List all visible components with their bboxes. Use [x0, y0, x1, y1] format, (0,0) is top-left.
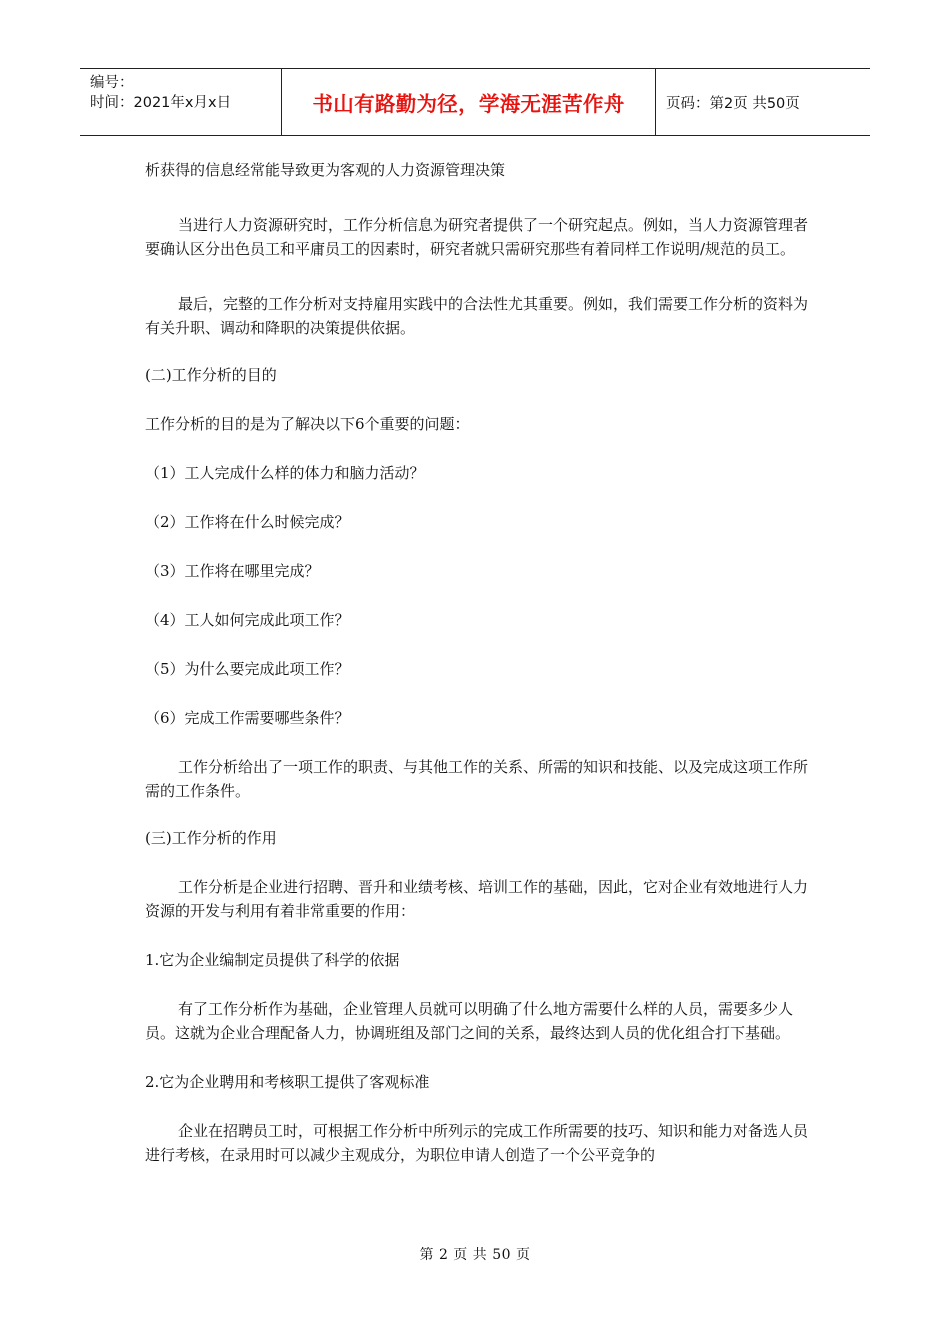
paragraph: 工作分析的目的是为了解决以下6个重要的问题： — [145, 415, 470, 433]
paragraph: 析获得的信息经常能导致更为客观的人力资源管理决策 — [145, 161, 506, 179]
page-footer — [0, 1244, 950, 1264]
document-body — [145, 158, 811, 1167]
paragraph: 工作分析是企业进行招聘、晋升和业绩考核、培训工作的基础，因此，它对企业有效地进行人力资源的开发与利用有着非常重要的作用： — [145, 878, 809, 920]
list-item: （2）工作将在什么时候完成？ — [145, 513, 350, 531]
page-info-text: 页码：第2页 共50页 — [666, 95, 800, 112]
list-item: （3）工作将在哪里完成？ — [145, 562, 320, 580]
list-item: （4）工人如何完成此项工作？ — [145, 611, 350, 629]
motto-text: 书山有路勤为径，学海无涯苦作舟 — [312, 92, 625, 116]
section-heading: (二)工作分析的目的 — [145, 366, 277, 384]
subsection-heading: 2.它为企业聘用和考核职工提供了客观标准 — [145, 1073, 430, 1091]
header-motto — [282, 69, 656, 135]
paragraph: 最后，完整的工作分析对支持雇用实践中的合法性尤其重要。例如，我们需要工作分析的资料为有关升职、调动和降职的决策提供依据。 — [145, 295, 809, 337]
section-heading: (三)工作分析的作用 — [145, 829, 277, 847]
paragraph: 当进行人力资源研究时，工作分析信息为研究者提供了一个研究起点。例如，当人力资源管理者要确认区分出色员工和平庸员工的因素时，研究者就只需研究那些有着同样工作说明/规范的员工。 — [145, 216, 809, 258]
header-page-info — [656, 69, 870, 135]
paragraph: 工作分析给出了一项工作的职责、与其他工作的关系、所需的知识和技能、以及完成这项工作所需的工作条件。 — [145, 758, 809, 800]
paragraph: 有了工作分析作为基础，企业管理人员就可以明确了什么地方需要什么样的人员，需要多少人员。这就为企业合理配备人力，协调班组及部门之间的关系，最终达到人员的优化组合打下基础。 — [145, 1000, 794, 1042]
header-meta — [80, 69, 282, 135]
document-number-label: 编号： — [90, 75, 134, 91]
footer-page-number: 第 2 页 共 50 页 — [419, 1247, 531, 1263]
paragraph: 企业在招聘员工时，可根据工作分析中所列示的完成工作所需要的技巧、知识和能力对备选人员进行考核，在录用时可以减少主观成分，为职位申请人创造了一个公平竞争的 — [145, 1122, 809, 1164]
list-item: （5）为什么要完成此项工作？ — [145, 660, 350, 678]
document-date: 时间：2021年x月x日 — [90, 95, 232, 111]
subsection-heading: 1.它为企业编制定员提供了科学的依据 — [145, 951, 400, 969]
list-item: （1）工人完成什么样的体力和脑力活动？ — [145, 464, 425, 482]
page-header — [80, 68, 870, 136]
list-item: （6）完成工作需要哪些条件？ — [145, 709, 350, 727]
